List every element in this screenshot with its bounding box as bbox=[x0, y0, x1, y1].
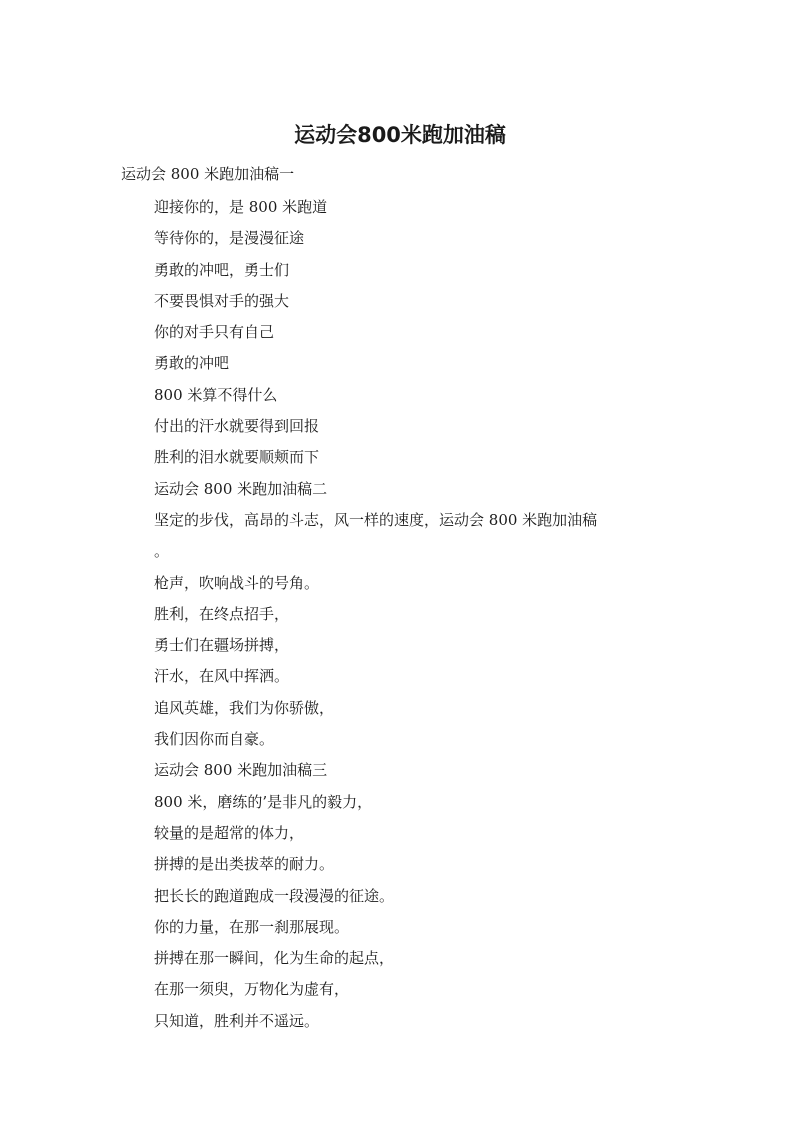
poem-lines bbox=[154, 196, 654, 1041]
text-line: 勇敢的冲吧，勇士们 bbox=[154, 260, 290, 279]
text-line: 迎接你的，是 800 米跑道 bbox=[154, 198, 328, 216]
text-line: 不要畏惧对手的强大 bbox=[154, 291, 290, 310]
text-line: 你的对手只有自己 bbox=[154, 323, 275, 342]
text-line: 勇士们在疆场拼搏， bbox=[154, 636, 290, 655]
section-heading-2: 运动会 800 米跑加油稿二 bbox=[154, 479, 328, 498]
text-line: 我们因你而自豪。 bbox=[154, 730, 275, 749]
text-line: 只知道，胜利并不遥远。 bbox=[154, 1011, 320, 1030]
text-line: 勇敢的冲吧 bbox=[154, 354, 230, 373]
text-line: 把长长的跑道跑成一段漫漫的征途。 bbox=[154, 886, 395, 905]
text-line: 胜利，在终点招手， bbox=[154, 604, 290, 623]
text-line: 坚定的步伐，高昂的斗志，风一样的速度，运动会 800 米跑加油稿 bbox=[154, 510, 598, 529]
text-line: 你的力量，在那一刹那展现。 bbox=[154, 917, 350, 936]
text-line: 800 米，磨练的’是非凡的毅力， bbox=[154, 792, 373, 811]
text-line: 在那一须臾，万物化为虚有， bbox=[154, 980, 350, 999]
text-line: 胜利的泪水就要顺颊而下 bbox=[154, 448, 320, 467]
text-line: 追风英雄，我们为你骄傲， bbox=[154, 698, 335, 717]
text-line: 枪声，吹响战斗的号角。 bbox=[154, 573, 320, 592]
text-line: 拼搏的是出类拔萃的耐力。 bbox=[154, 855, 335, 874]
section-heading-3: 运动会 800 米跑加油稿三 bbox=[154, 761, 328, 780]
text-line: 付出的汗水就要得到回报 bbox=[154, 417, 320, 436]
section-heading-1: 运动会 800 米跑加油稿一 bbox=[121, 165, 295, 183]
document-title: 运动会800米跑加油稿 bbox=[294, 123, 506, 147]
text-line: 等待你的，是漫漫征途 bbox=[154, 229, 305, 248]
text-line: 800 米算不得什么 bbox=[154, 385, 278, 404]
text-line: 较量的是超常的体力， bbox=[154, 823, 305, 842]
text-line: 。 bbox=[154, 542, 170, 561]
text-line: 汗水，在风中挥洒。 bbox=[154, 667, 290, 686]
text-line: 拼搏在那一瞬间，化为生命的起点， bbox=[154, 949, 395, 968]
